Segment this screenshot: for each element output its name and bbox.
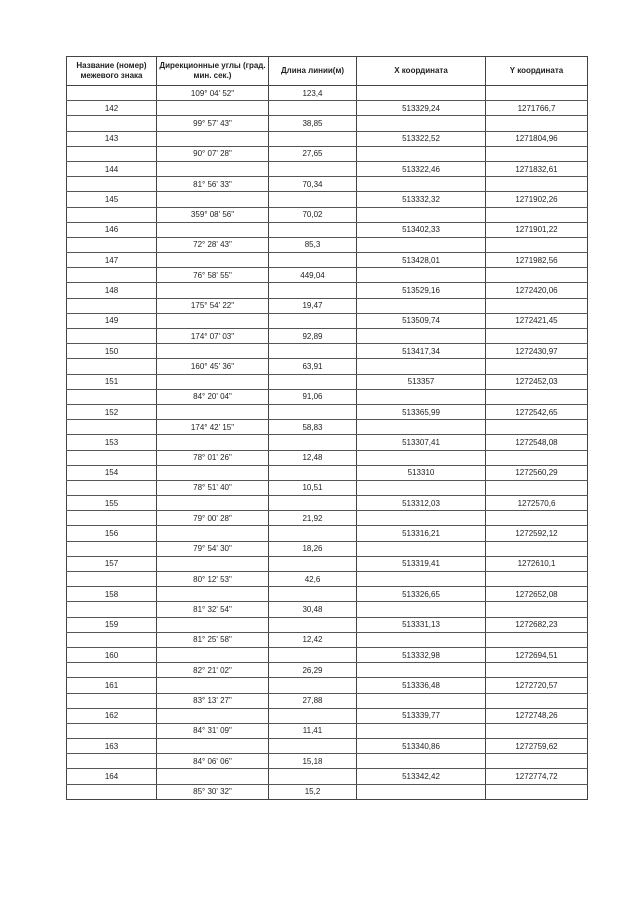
y-cell xyxy=(486,268,588,283)
x-coordinate-cell: 513329,24 xyxy=(357,101,486,116)
point-name-cell: 161 xyxy=(67,678,157,693)
length-cell: 10,51 xyxy=(269,480,357,495)
angle-cell: 160° 45' 36" xyxy=(157,359,269,374)
length-cell xyxy=(269,435,357,450)
y-cell xyxy=(486,420,588,435)
point-name-cell: 151 xyxy=(67,374,157,389)
point-row xyxy=(67,708,588,723)
y-coordinate-cell: 1272560,29 xyxy=(486,465,588,480)
x-coordinate-cell: 513529,16 xyxy=(357,283,486,298)
name-cell xyxy=(67,420,157,435)
angle-cell: 174° 07' 03" xyxy=(157,329,269,344)
angle-cell: 80° 12' 53" xyxy=(157,572,269,587)
name-cell xyxy=(67,784,157,799)
y-coordinate-cell: 1272652,08 xyxy=(486,587,588,602)
angle-cell xyxy=(157,465,269,480)
length-cell: 449,04 xyxy=(269,268,357,283)
length-cell: 91,06 xyxy=(269,389,357,404)
y-cell xyxy=(486,207,588,222)
point-row xyxy=(67,101,588,116)
angle-cell: 78° 01' 26" xyxy=(157,450,269,465)
x-cell xyxy=(357,329,486,344)
x-coordinate-cell: 513316,21 xyxy=(357,526,486,541)
y-cell xyxy=(486,480,588,495)
angle-cell xyxy=(157,556,269,571)
point-row xyxy=(67,647,588,662)
segment-row xyxy=(67,480,588,495)
x-coordinate-cell: 513428,01 xyxy=(357,253,486,268)
x-cell xyxy=(357,693,486,708)
name-cell xyxy=(67,480,157,495)
name-cell xyxy=(67,754,157,769)
x-cell xyxy=(357,146,486,161)
y-coordinate-cell: 1272682,23 xyxy=(486,617,588,632)
x-cell xyxy=(357,450,486,465)
point-row xyxy=(67,222,588,237)
angle-cell: 82° 21' 02" xyxy=(157,663,269,678)
angle-cell: 174° 42' 15" xyxy=(157,420,269,435)
angle-cell xyxy=(157,131,269,146)
angle-cell: 85° 30' 32" xyxy=(157,784,269,799)
x-cell xyxy=(357,298,486,313)
y-coordinate-cell: 1272774,72 xyxy=(486,769,588,784)
y-coordinate-cell: 1272694,51 xyxy=(486,647,588,662)
y-coordinate-cell: 1272759,62 xyxy=(486,739,588,754)
length-cell xyxy=(269,617,357,632)
header-x: X координата xyxy=(357,57,486,86)
length-cell: 42,6 xyxy=(269,572,357,587)
angle-cell: 78° 51' 40" xyxy=(157,480,269,495)
angle-cell: 72° 28' 43" xyxy=(157,237,269,252)
angle-cell: 81° 56' 33" xyxy=(157,177,269,192)
name-cell xyxy=(67,450,157,465)
name-cell xyxy=(67,541,157,556)
angle-cell xyxy=(157,192,269,207)
length-cell: 85,3 xyxy=(269,237,357,252)
x-cell xyxy=(357,207,486,222)
segment-row xyxy=(67,177,588,192)
length-cell xyxy=(269,587,357,602)
angle-cell: 76° 58' 55" xyxy=(157,268,269,283)
point-name-cell: 145 xyxy=(67,192,157,207)
name-cell xyxy=(67,572,157,587)
y-cell xyxy=(486,237,588,252)
x-coordinate-cell: 513336,48 xyxy=(357,678,486,693)
y-cell xyxy=(486,784,588,799)
angle-cell: 81° 25' 58" xyxy=(157,632,269,647)
point-name-cell: 157 xyxy=(67,556,157,571)
y-coordinate-cell: 1272570,6 xyxy=(486,496,588,511)
segment-row xyxy=(67,572,588,587)
angle-cell xyxy=(157,101,269,116)
segment-row xyxy=(67,511,588,526)
segment-row xyxy=(67,146,588,161)
x-cell xyxy=(357,602,486,617)
y-coordinate-cell: 1272542,65 xyxy=(486,404,588,419)
y-coordinate-cell: 1271902,26 xyxy=(486,192,588,207)
angle-cell xyxy=(157,708,269,723)
length-cell xyxy=(269,739,357,754)
segment-row xyxy=(67,389,588,404)
length-cell: 27,65 xyxy=(269,146,357,161)
point-name-cell: 152 xyxy=(67,404,157,419)
angle-cell xyxy=(157,617,269,632)
y-cell xyxy=(486,511,588,526)
length-cell: 58,83 xyxy=(269,420,357,435)
point-row xyxy=(67,617,588,632)
x-cell xyxy=(357,784,486,799)
name-cell xyxy=(67,723,157,738)
y-cell xyxy=(486,450,588,465)
name-cell xyxy=(67,511,157,526)
point-name-cell: 153 xyxy=(67,435,157,450)
segment-row xyxy=(67,602,588,617)
x-cell xyxy=(357,420,486,435)
angle-cell xyxy=(157,435,269,450)
y-cell xyxy=(486,723,588,738)
point-name-cell: 159 xyxy=(67,617,157,632)
y-cell xyxy=(486,86,588,101)
length-cell xyxy=(269,344,357,359)
y-cell xyxy=(486,602,588,617)
point-row xyxy=(67,435,588,450)
segment-row xyxy=(67,541,588,556)
x-cell xyxy=(357,541,486,556)
name-cell xyxy=(67,602,157,617)
y-coordinate-cell: 1272420,06 xyxy=(486,283,588,298)
point-name-cell: 150 xyxy=(67,344,157,359)
segment-row xyxy=(67,632,588,647)
point-row xyxy=(67,587,588,602)
x-coordinate-cell: 513312,03 xyxy=(357,496,486,511)
x-coordinate-cell: 513402,33 xyxy=(357,222,486,237)
length-cell: 123,4 xyxy=(269,86,357,101)
x-coordinate-cell: 513339,77 xyxy=(357,708,486,723)
segment-row xyxy=(67,359,588,374)
length-cell xyxy=(269,465,357,480)
length-cell xyxy=(269,101,357,116)
x-coordinate-cell: 513509,74 xyxy=(357,313,486,328)
x-cell xyxy=(357,237,486,252)
point-name-cell: 146 xyxy=(67,222,157,237)
y-coordinate-cell: 1271901,22 xyxy=(486,222,588,237)
y-coordinate-cell: 1272548,08 xyxy=(486,435,588,450)
name-cell xyxy=(67,632,157,647)
angle-cell xyxy=(157,739,269,754)
length-cell: 30,48 xyxy=(269,602,357,617)
point-name-cell: 147 xyxy=(67,253,157,268)
name-cell xyxy=(67,298,157,313)
name-cell xyxy=(67,359,157,374)
segment-row xyxy=(67,784,588,799)
length-cell: 38,85 xyxy=(269,116,357,131)
x-coordinate-cell: 513332,98 xyxy=(357,647,486,662)
point-name-cell: 148 xyxy=(67,283,157,298)
x-coordinate-cell: 513331,13 xyxy=(357,617,486,632)
x-cell xyxy=(357,86,486,101)
x-coordinate-cell: 513357 xyxy=(357,374,486,389)
point-row xyxy=(67,344,588,359)
segment-row xyxy=(67,237,588,252)
point-name-cell: 144 xyxy=(67,161,157,176)
y-coordinate-cell: 1271766,7 xyxy=(486,101,588,116)
point-row xyxy=(67,769,588,784)
table-header-row xyxy=(67,57,588,86)
point-name-cell: 163 xyxy=(67,739,157,754)
length-cell xyxy=(269,526,357,541)
length-cell xyxy=(269,161,357,176)
angle-cell: 175° 54' 22" xyxy=(157,298,269,313)
x-coordinate-cell: 513342,42 xyxy=(357,769,486,784)
x-coordinate-cell: 513332,32 xyxy=(357,192,486,207)
length-cell xyxy=(269,404,357,419)
length-cell xyxy=(269,222,357,237)
angle-cell: 79° 00' 28" xyxy=(157,511,269,526)
length-cell: 18,26 xyxy=(269,541,357,556)
length-cell: 15,2 xyxy=(269,784,357,799)
angle-cell: 84° 20' 04" xyxy=(157,389,269,404)
length-cell: 27,88 xyxy=(269,693,357,708)
length-cell: 26,29 xyxy=(269,663,357,678)
angle-cell: 79° 54' 30" xyxy=(157,541,269,556)
length-cell: 21,92 xyxy=(269,511,357,526)
length-cell: 92,89 xyxy=(269,329,357,344)
segment-row xyxy=(67,298,588,313)
point-row xyxy=(67,192,588,207)
y-coordinate-cell: 1272592,12 xyxy=(486,526,588,541)
y-cell xyxy=(486,329,588,344)
point-name-cell: 154 xyxy=(67,465,157,480)
point-name-cell: 162 xyxy=(67,708,157,723)
segment-row xyxy=(67,723,588,738)
length-cell xyxy=(269,769,357,784)
x-coordinate-cell: 513322,52 xyxy=(357,131,486,146)
length-cell xyxy=(269,678,357,693)
name-cell xyxy=(67,693,157,708)
x-cell xyxy=(357,116,486,131)
length-cell: 15,18 xyxy=(269,754,357,769)
angle-cell: 81° 32' 54" xyxy=(157,602,269,617)
length-cell: 70,34 xyxy=(269,177,357,192)
length-cell xyxy=(269,283,357,298)
angle-cell xyxy=(157,253,269,268)
x-coordinate-cell: 513417,34 xyxy=(357,344,486,359)
length-cell xyxy=(269,708,357,723)
y-coordinate-cell: 1272748,26 xyxy=(486,708,588,723)
angle-cell xyxy=(157,678,269,693)
point-name-cell: 142 xyxy=(67,101,157,116)
angle-cell xyxy=(157,769,269,784)
angle-cell xyxy=(157,161,269,176)
y-cell xyxy=(486,663,588,678)
y-cell xyxy=(486,541,588,556)
y-coordinate-cell: 1271832,61 xyxy=(486,161,588,176)
name-cell xyxy=(67,86,157,101)
length-cell xyxy=(269,192,357,207)
name-cell xyxy=(67,177,157,192)
angle-cell xyxy=(157,283,269,298)
segment-row xyxy=(67,329,588,344)
x-cell xyxy=(357,723,486,738)
length-cell xyxy=(269,253,357,268)
point-row xyxy=(67,404,588,419)
angle-cell: 99° 57' 43" xyxy=(157,116,269,131)
x-cell xyxy=(357,268,486,283)
point-row xyxy=(67,313,588,328)
angle-cell: 359° 08' 56" xyxy=(157,207,269,222)
x-cell xyxy=(357,480,486,495)
angle-cell xyxy=(157,404,269,419)
header-name: Название (номер) межевого знака xyxy=(67,57,157,86)
x-cell xyxy=(357,754,486,769)
x-cell xyxy=(357,177,486,192)
x-cell xyxy=(357,663,486,678)
segment-row xyxy=(67,207,588,222)
y-cell xyxy=(486,754,588,769)
x-cell xyxy=(357,389,486,404)
x-cell xyxy=(357,511,486,526)
name-cell xyxy=(67,268,157,283)
point-name-cell: 160 xyxy=(67,647,157,662)
angle-cell: 109° 04' 52" xyxy=(157,86,269,101)
point-row xyxy=(67,556,588,571)
point-name-cell: 158 xyxy=(67,587,157,602)
length-cell xyxy=(269,131,357,146)
y-cell xyxy=(486,693,588,708)
point-name-cell: 164 xyxy=(67,769,157,784)
y-cell xyxy=(486,572,588,587)
name-cell xyxy=(67,237,157,252)
angle-cell xyxy=(157,222,269,237)
segment-row xyxy=(67,693,588,708)
x-coordinate-cell: 513310 xyxy=(357,465,486,480)
segment-row xyxy=(67,450,588,465)
y-cell xyxy=(486,146,588,161)
y-coordinate-cell: 1272421,45 xyxy=(486,313,588,328)
point-row xyxy=(67,161,588,176)
name-cell xyxy=(67,207,157,222)
y-coordinate-cell: 1272430,97 xyxy=(486,344,588,359)
length-cell xyxy=(269,556,357,571)
x-coordinate-cell: 513365,99 xyxy=(357,404,486,419)
point-row xyxy=(67,678,588,693)
header-y: Y координата xyxy=(486,57,588,86)
segment-row xyxy=(67,663,588,678)
angle-cell xyxy=(157,526,269,541)
length-cell xyxy=(269,496,357,511)
header-length: Длина линии(м) xyxy=(269,57,357,86)
length-cell xyxy=(269,374,357,389)
y-cell xyxy=(486,177,588,192)
point-row xyxy=(67,739,588,754)
point-row xyxy=(67,465,588,480)
x-coordinate-cell: 513340,86 xyxy=(357,739,486,754)
point-row xyxy=(67,283,588,298)
length-cell: 70,02 xyxy=(269,207,357,222)
point-name-cell: 149 xyxy=(67,313,157,328)
angle-cell: 90° 07' 28" xyxy=(157,146,269,161)
point-row xyxy=(67,496,588,511)
angle-cell xyxy=(157,587,269,602)
angle-cell xyxy=(157,647,269,662)
angle-cell: 83° 13' 27" xyxy=(157,693,269,708)
x-cell xyxy=(357,572,486,587)
y-cell xyxy=(486,298,588,313)
y-coordinate-cell: 1271982,56 xyxy=(486,253,588,268)
boundary-coordinates-table xyxy=(66,56,588,800)
angle-cell xyxy=(157,374,269,389)
name-cell xyxy=(67,663,157,678)
length-cell: 12,48 xyxy=(269,450,357,465)
x-cell xyxy=(357,359,486,374)
y-coordinate-cell: 1272720,57 xyxy=(486,678,588,693)
angle-cell xyxy=(157,313,269,328)
length-cell xyxy=(269,647,357,662)
name-cell xyxy=(67,116,157,131)
header-angle: Дирекционные углы (град. мин. сек.) xyxy=(157,57,269,86)
segment-row xyxy=(67,268,588,283)
name-cell xyxy=(67,146,157,161)
point-row xyxy=(67,131,588,146)
x-coordinate-cell: 513322,46 xyxy=(357,161,486,176)
point-row xyxy=(67,253,588,268)
y-cell xyxy=(486,632,588,647)
x-coordinate-cell: 513326,65 xyxy=(357,587,486,602)
point-name-cell: 156 xyxy=(67,526,157,541)
segment-row xyxy=(67,116,588,131)
name-cell xyxy=(67,329,157,344)
length-cell: 19,47 xyxy=(269,298,357,313)
name-cell xyxy=(67,389,157,404)
y-cell xyxy=(486,389,588,404)
angle-cell: 84° 31' 09" xyxy=(157,723,269,738)
length-cell: 63,91 xyxy=(269,359,357,374)
y-coordinate-cell: 1271804,96 xyxy=(486,131,588,146)
length-cell: 11,41 xyxy=(269,723,357,738)
length-cell: 12,42 xyxy=(269,632,357,647)
segment-row xyxy=(67,754,588,769)
angle-cell xyxy=(157,496,269,511)
x-coordinate-cell: 513319,41 xyxy=(357,556,486,571)
segment-row xyxy=(67,86,588,101)
point-name-cell: 143 xyxy=(67,131,157,146)
y-coordinate-cell: 1272452,03 xyxy=(486,374,588,389)
point-row xyxy=(67,374,588,389)
angle-cell: 84° 06' 06" xyxy=(157,754,269,769)
point-name-cell: 155 xyxy=(67,496,157,511)
y-coordinate-cell: 1272610,1 xyxy=(486,556,588,571)
x-coordinate-cell: 513307,41 xyxy=(357,435,486,450)
length-cell xyxy=(269,313,357,328)
segment-row xyxy=(67,420,588,435)
x-cell xyxy=(357,632,486,647)
table-body xyxy=(67,86,588,800)
y-cell xyxy=(486,359,588,374)
y-cell xyxy=(486,116,588,131)
angle-cell xyxy=(157,344,269,359)
point-row xyxy=(67,526,588,541)
